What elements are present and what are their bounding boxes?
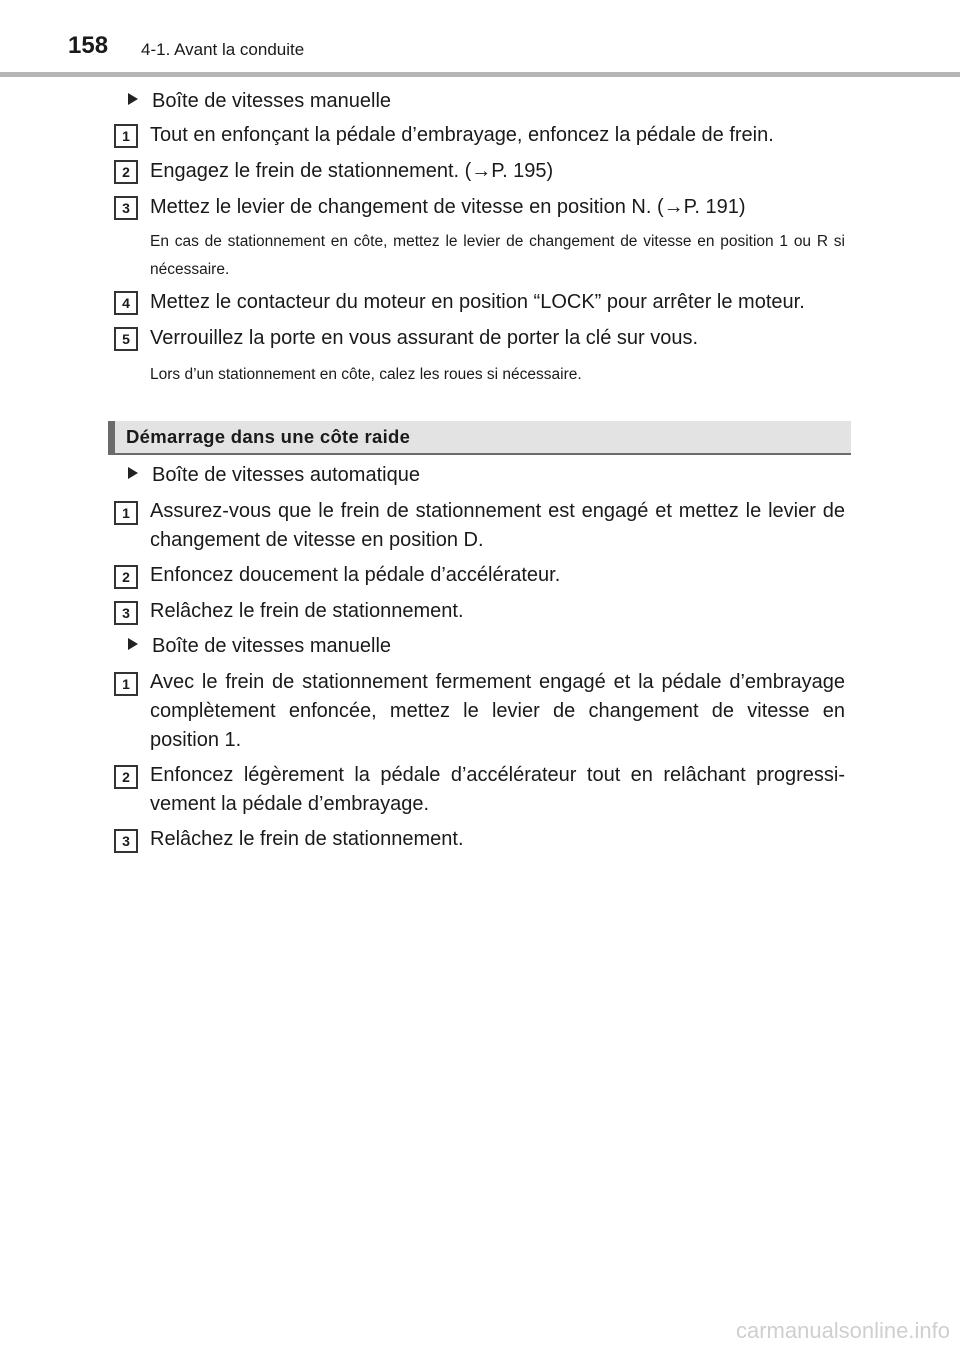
step-number-badge: 1 [114, 501, 138, 525]
step-number-badge: 2 [114, 565, 138, 589]
step-number-badge: 1 [114, 672, 138, 696]
triangle-bullet-icon [128, 467, 138, 479]
step-number-badge: 3 [114, 196, 138, 220]
note-text: En cas de stationnement en côte, mettez le levier de changement de vitesse en position 1 ou R si nécessaire. [150, 233, 845, 278]
header-divider [0, 72, 960, 77]
step-text: Relâchez le frein de stationnement. [150, 600, 464, 622]
subheading-manual-2: Boîte de vitesses manuelle [128, 632, 391, 661]
subheading-automatic: Boîte de vitesses automatique [128, 461, 420, 490]
step-text: Verrouillez la porte en vous assurant de porter la clé sur vous. [150, 327, 699, 349]
step-number-badge: 1 [114, 124, 138, 148]
subheading-manual-1: Boîte de vitesses manuelle [128, 87, 391, 116]
step-number-badge: 4 [114, 291, 138, 315]
step-text: Avec le frein de stationnement fermement engagé et la pédale d’embrayage complètement enfoncée, mettez le levier de changement de vitesse en position 1. [150, 671, 845, 751]
step-number-badge: 2 [114, 765, 138, 789]
step-number-badge: 3 [114, 829, 138, 853]
triangle-bullet-icon [128, 93, 138, 105]
banner-title: Démarrage dans une côte raide [126, 426, 411, 447]
note-text: Lors d’un stationnement en côte, calez les roues si nécessaire. [150, 366, 582, 383]
step-number-badge: 2 [114, 160, 138, 184]
section-banner [108, 421, 851, 455]
banner-accent-bar [108, 421, 115, 455]
step-text: Engagez le frein de stationnement. (→P. 195) [150, 160, 554, 182]
section-title: 4-1. Avant la conduite [141, 40, 305, 59]
step-number-badge: 5 [114, 327, 138, 351]
step-number-badge: 3 [114, 601, 138, 625]
step-text: Assurez-vous que le frein de stationnement est engagé et mettez le levier de changement de vitesse en position D. [150, 500, 845, 551]
step-text: Enfoncez légèrement la pédale d’accélérateur tout en relâchant progressi-vement la pédale d’embrayage. [150, 764, 845, 815]
step-text: Tout en enfonçant la pédale d’embrayage, enfoncez la pédale de frein. [150, 124, 774, 146]
watermark: carmanualsonline.info [735, 1318, 950, 1343]
step-text: Relâchez le frein de stationnement. [150, 828, 464, 850]
triangle-bullet-icon [128, 638, 138, 650]
step-text: Enfoncez doucement la pédale d’accélérateur. [150, 564, 561, 586]
step-text: Mettez le levier de changement de vitesse en position N. (→P. 191) [150, 196, 746, 218]
step-text: Mettez le contacteur du moteur en position “LOCK” pour arrêter le moteur. [150, 291, 805, 313]
page-header [0, 0, 960, 78]
page-number: 158 [68, 32, 109, 59]
